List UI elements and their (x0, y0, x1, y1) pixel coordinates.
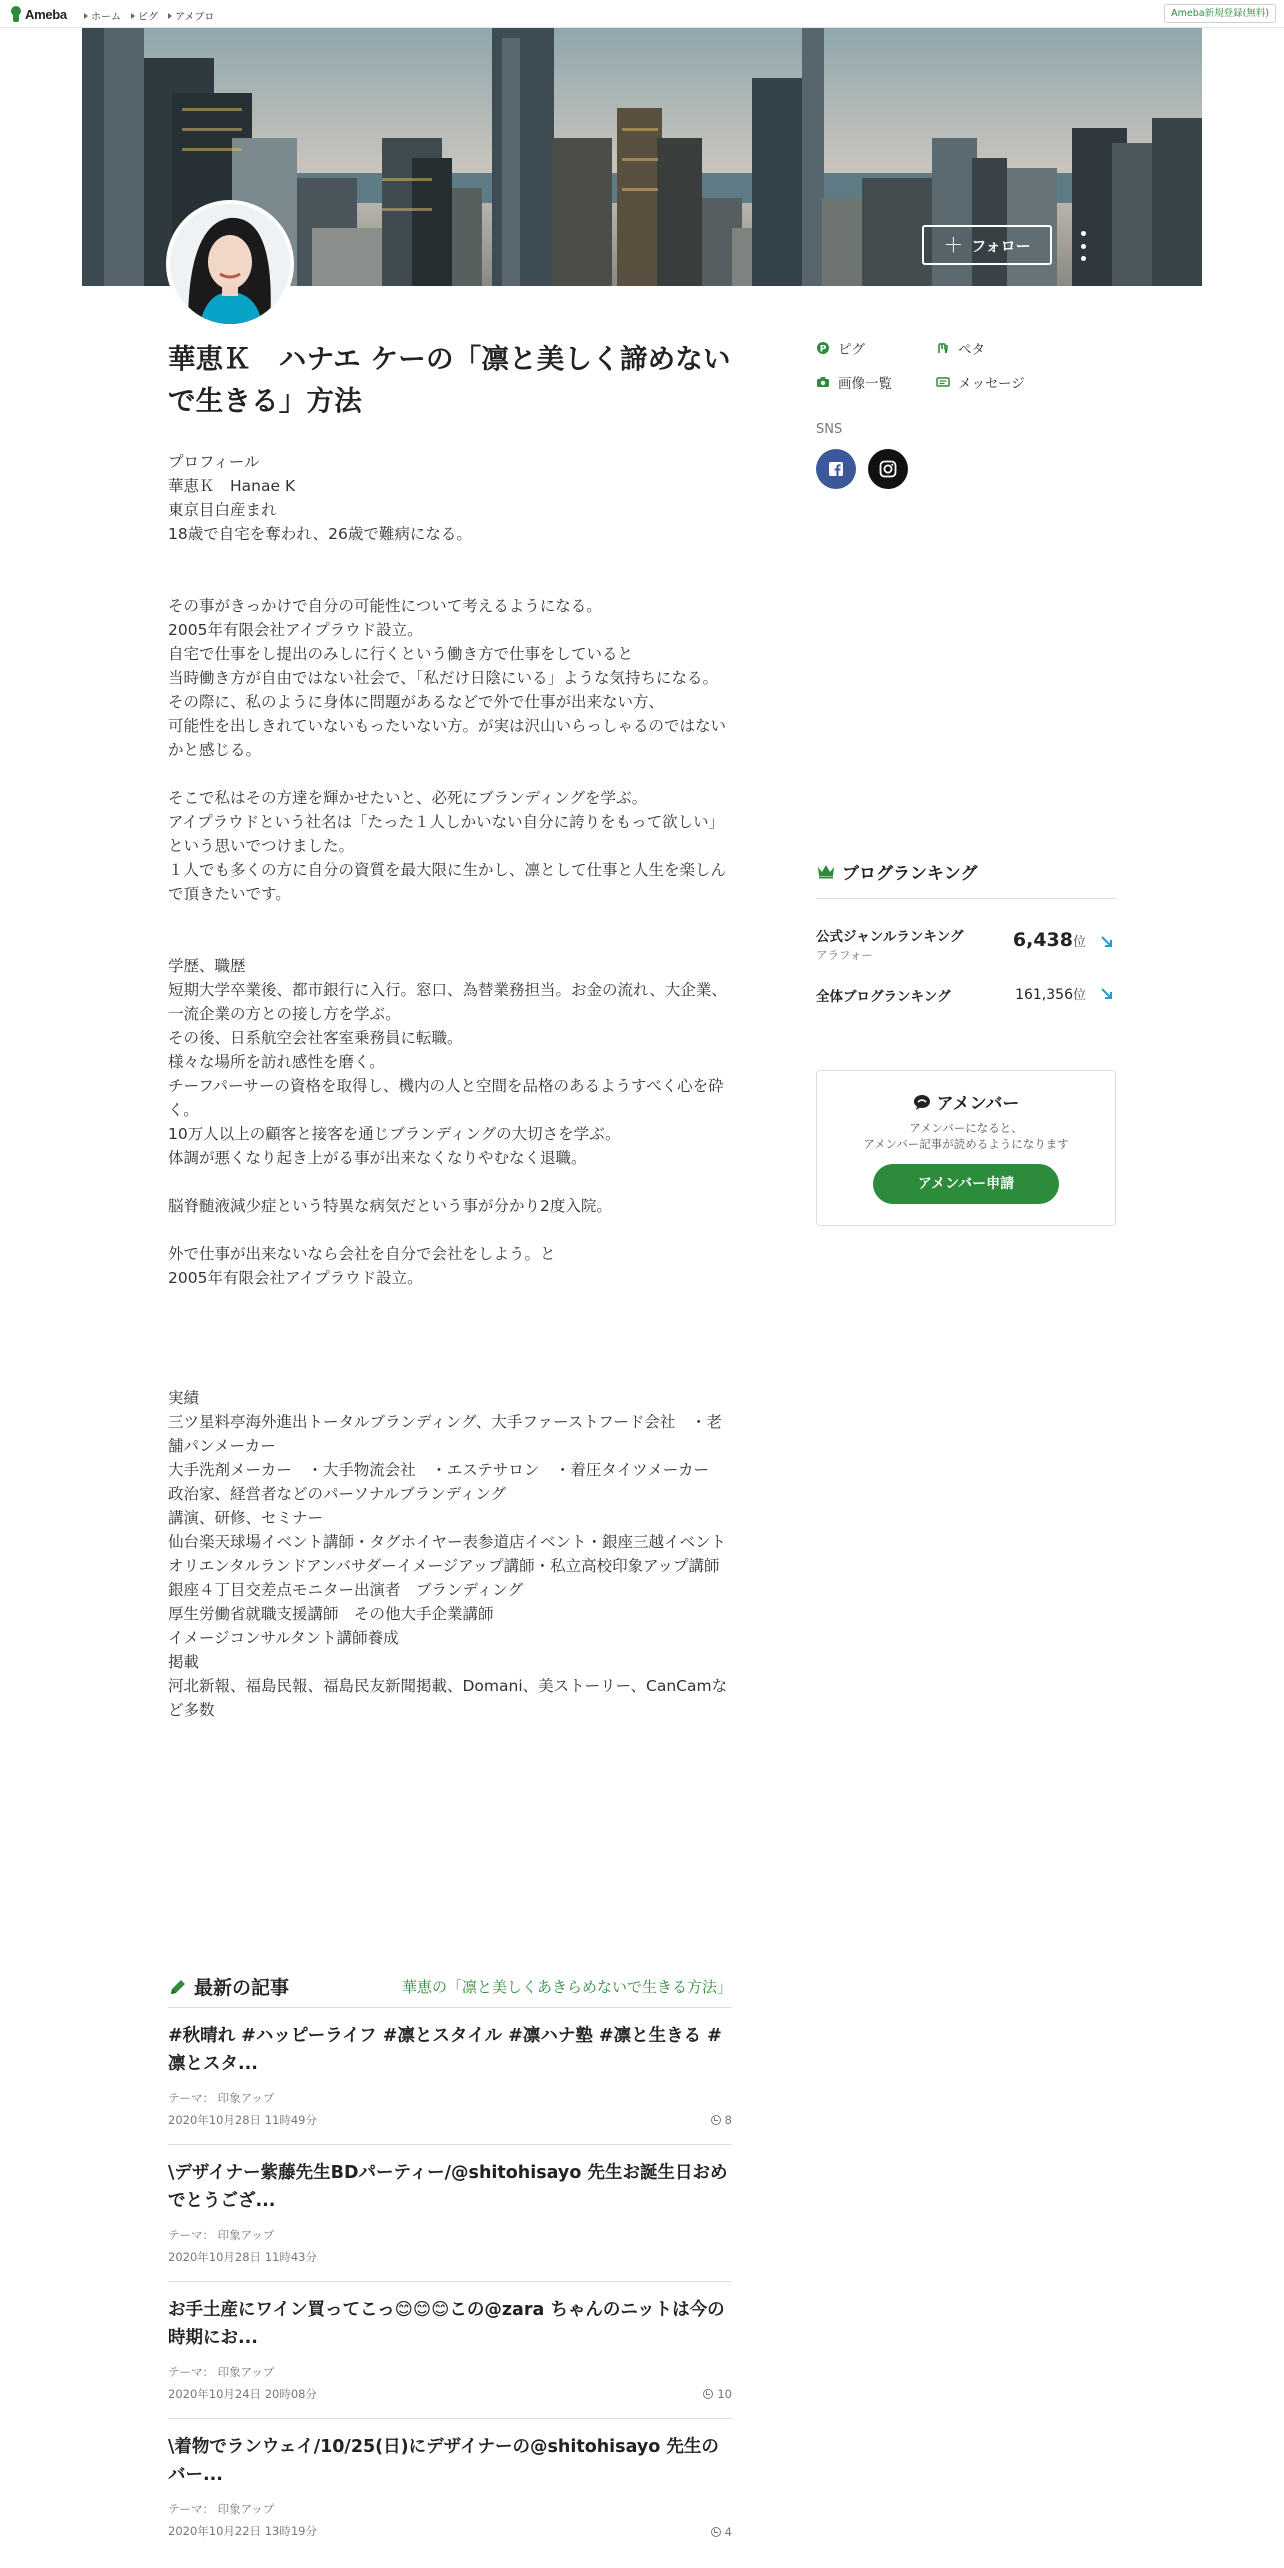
like-count: 4 (724, 2525, 732, 2539)
article-theme[interactable]: テーマ： 印象アップ (168, 2502, 275, 2516)
amember-desc-line2: アメンバー記事が読めるようになります (863, 1137, 1069, 1151)
blog-home-link[interactable]: 華恵の「凛と美しくあきらめないで生きる方法」 (401, 1978, 732, 1996)
ranking-value (1013, 929, 1086, 951)
article-date: 2020年10月24日 20時08分 (168, 2387, 317, 2401)
ranking-value (1015, 984, 1086, 1003)
article-theme[interactable]: テーマ： 印象アップ (168, 2091, 275, 2105)
like-count: 10 (717, 2387, 732, 2401)
ranking-unit: 位 (1072, 988, 1086, 1003)
blog-ranking (816, 856, 1116, 1027)
article-title[interactable]: \着物でランウェイ/10/25(日)にデザイナーの@shitohisayo 先生のバー... (168, 2437, 719, 2485)
sns-label: SNS (816, 422, 843, 437)
ranking-label: 公式ジャンルランキング (816, 929, 964, 945)
instagram-icon[interactable] (868, 449, 908, 489)
article-likes (711, 2113, 732, 2127)
ameba-logo[interactable] (10, 5, 67, 23)
follow-label: フォロー (971, 236, 1031, 255)
latest-articles (168, 1972, 732, 2556)
more-menu-icon[interactable] (1078, 231, 1088, 261)
message-icon (936, 375, 950, 389)
article-title[interactable]: お手土産にワイン買ってこっ😊😊😊この@zara ちゃんのニットは今の時期にお... (168, 2300, 725, 2348)
ranking-header (816, 856, 1116, 899)
article-item[interactable] (168, 2145, 732, 2282)
sns-icons (816, 449, 1116, 489)
signup-button[interactable]: Ameba新規登録(無料) (1164, 4, 1276, 23)
nav-home[interactable] (84, 8, 121, 23)
profile-text: プロフィール 華恵Ｋ Hanae K 東京目白産まれ 18歳で自宅を奪われ、26歳で難病になる。 その事がきっかけで自分の可能性について考えるようになる。 2005年有限会社アイプラウド設立。 自宅で仕事をし提出のみしに行くという働き方で仕事をしていると 当時働き方が自由ではない社会で、「私だけ日陰にいる」ような気持ちになる。 その際に、私のように身体に問題があるなどで外で仕事が出来ない方、 可能性を出しきれていないもったいない方。が実は沢山いらっしゃるのではないかと感じる。 そこで私はその方達を輝かせたいと、必死にブランディングを学ぶ。 アイプラウドという社名は「たった１人しかいない自分に誇りをもって欲しい」 という思いでつけました。 １人でも多くの方に自分の資質を最大限に生かし、凛として仕事と人生を楽しんで頂きたいです。 学歴、職歴 短期大学卒業後、都市銀行に入行。窓口、為替業務担当。お金の流れ、大企業、一流企業の方との接し方を学ぶ。 その後、日系航空会社客室乗務員に転職。 様々な場所を訪れ感性を磨く。 チーフパーサーの資格を取得し、機内の人と空間を品格のあるようすべく心を砕く。 10万人以上の顧客と接客を通じブランディングの大切さを学ぶ。 体調が悪くなり起き上がる事が出来なくなりやむなく退職。 脳脊髄液減少症という特異な病気だという事が分かり2度入院。 外で仕事が出来ないなら会社を自分で会社をしよう。と 2005年有限会社アイプラウド設立。 実績 三ツ星料亭海外進出トータルブランディング、大手ファーストフード会社 ・老舗パンメーカー 大手洗剤メーカー ・大手物流会社 ・エステサロン ・着圧タイツメーカー 政治家、経営者などのパーソナルブランディング 講演、研修、セミナー 仙台楽天球場イベント講師・タグホイヤー表参道店イベント・銀座三越イベント オリエンタルランドアンバサダーイメージアップ講師・私立高校印象アップ講師 銀座４丁目交差点モニター出演者 ブランディング 厚生労働省就職支援講師 その他大手企業講師 イメージコンサルタント講師養成 掲載 河北新報、福島民報、福島民友新聞掲載、Domani、美ストーリー、CanCamなど多数 (168, 453, 728, 1719)
ranking-number: 161,356 (1015, 987, 1073, 1003)
side-link-pigg[interactable] (816, 338, 936, 358)
side-link-label: メッセージ (958, 376, 1025, 392)
latest-title-text: 最新の記事 (194, 1977, 290, 1999)
ranking-row-genre[interactable] (816, 899, 1116, 969)
like-count: 8 (724, 2113, 732, 2127)
side-links (816, 338, 1116, 392)
side-link-label: 画像一覧 (838, 376, 892, 392)
amember-desc-line1: アメンバーになると、 (909, 1121, 1023, 1135)
ranking-unit: 位 (1072, 935, 1086, 950)
nav-ameblo-label: アメブロ (175, 12, 215, 23)
ranking-number: 6,438 (1012, 929, 1073, 951)
side-link-label: ピグ (838, 342, 865, 358)
side-link-label: ペタ (958, 342, 985, 358)
main-column (168, 338, 732, 1722)
article-likes (703, 2387, 732, 2401)
side-link-images[interactable] (816, 372, 936, 392)
svg-text:P: P (819, 344, 827, 355)
nav-ameblo[interactable] (168, 8, 214, 23)
avatar-photo (170, 204, 290, 324)
amember-title-text: アメンバー (936, 1094, 1020, 1114)
nav-pigg[interactable] (131, 8, 158, 23)
crown-icon (816, 863, 836, 879)
latest-header (168, 1972, 732, 2008)
nav-pigg-label: ピグ (138, 12, 158, 23)
article-likes (711, 2525, 732, 2539)
amember-icon (913, 1094, 931, 1110)
article-title[interactable]: \デザイナー紫藤先生BDパーティー/@shitohisayo 先生お誕生日おめでとうござ... (168, 2163, 728, 2211)
nav-home-label: ホーム (91, 12, 121, 23)
article-title[interactable]: #秋晴れ #ハッピーライフ #凛とスタイル #凛ハナ塾 #凛と生きる #凛とスタ... (168, 2026, 722, 2074)
trend-down-icon (1100, 987, 1114, 1001)
like-icon (703, 2389, 713, 2399)
amember-apply-button[interactable]: アメンバー申請 (873, 1164, 1059, 1204)
ranking-sublabel: アラフォー (816, 948, 873, 962)
follow-button[interactable] (922, 225, 1052, 265)
profile-avatar[interactable] (166, 200, 294, 328)
amember-title (817, 1089, 1115, 1114)
top-bar (0, 0, 1284, 28)
trend-down-icon (1100, 935, 1114, 949)
latest-title (168, 1973, 289, 2000)
camera-icon (816, 375, 830, 389)
side-link-message[interactable] (936, 372, 1076, 392)
pigg-icon (816, 341, 830, 355)
article-item[interactable] (168, 2419, 732, 2556)
side-column (816, 338, 1116, 489)
top-nav (84, 8, 214, 23)
ameba-logo-icon (10, 6, 22, 22)
amember-description (817, 1120, 1115, 1152)
nav-arrow-icon (131, 13, 135, 19)
ranking-label: 全体ブログランキング (816, 989, 951, 1005)
side-link-peta[interactable] (936, 338, 1076, 358)
article-theme[interactable]: テーマ： 印象アップ (168, 2228, 275, 2242)
article-theme[interactable]: テーマ： 印象アップ (168, 2365, 275, 2379)
ranking-title: ブログランキング (842, 863, 978, 884)
article-date: 2020年10月22日 13時19分 (168, 2524, 317, 2538)
facebook-icon[interactable] (816, 449, 856, 489)
article-date: 2020年10月28日 11時49分 (168, 2113, 317, 2127)
blog-title[interactable]: 華恵Ｋ ハナエ ケーの「凛と美しく諦めないで生きる」方法 (168, 343, 731, 417)
like-icon (711, 2115, 721, 2125)
pencil-icon (168, 1977, 188, 1997)
nav-arrow-icon (168, 13, 172, 19)
like-icon (711, 2527, 721, 2537)
ranking-row-overall[interactable] (816, 969, 1116, 1027)
article-item[interactable] (168, 2282, 732, 2419)
article-date: 2020年10月28日 11時43分 (168, 2250, 317, 2264)
plus-icon: ＋ (943, 233, 964, 257)
amember-box (816, 1070, 1116, 1226)
logo-text: Ameba (25, 6, 67, 22)
nav-arrow-icon (84, 13, 88, 19)
peta-icon (936, 341, 950, 355)
article-item[interactable] (168, 2008, 732, 2145)
